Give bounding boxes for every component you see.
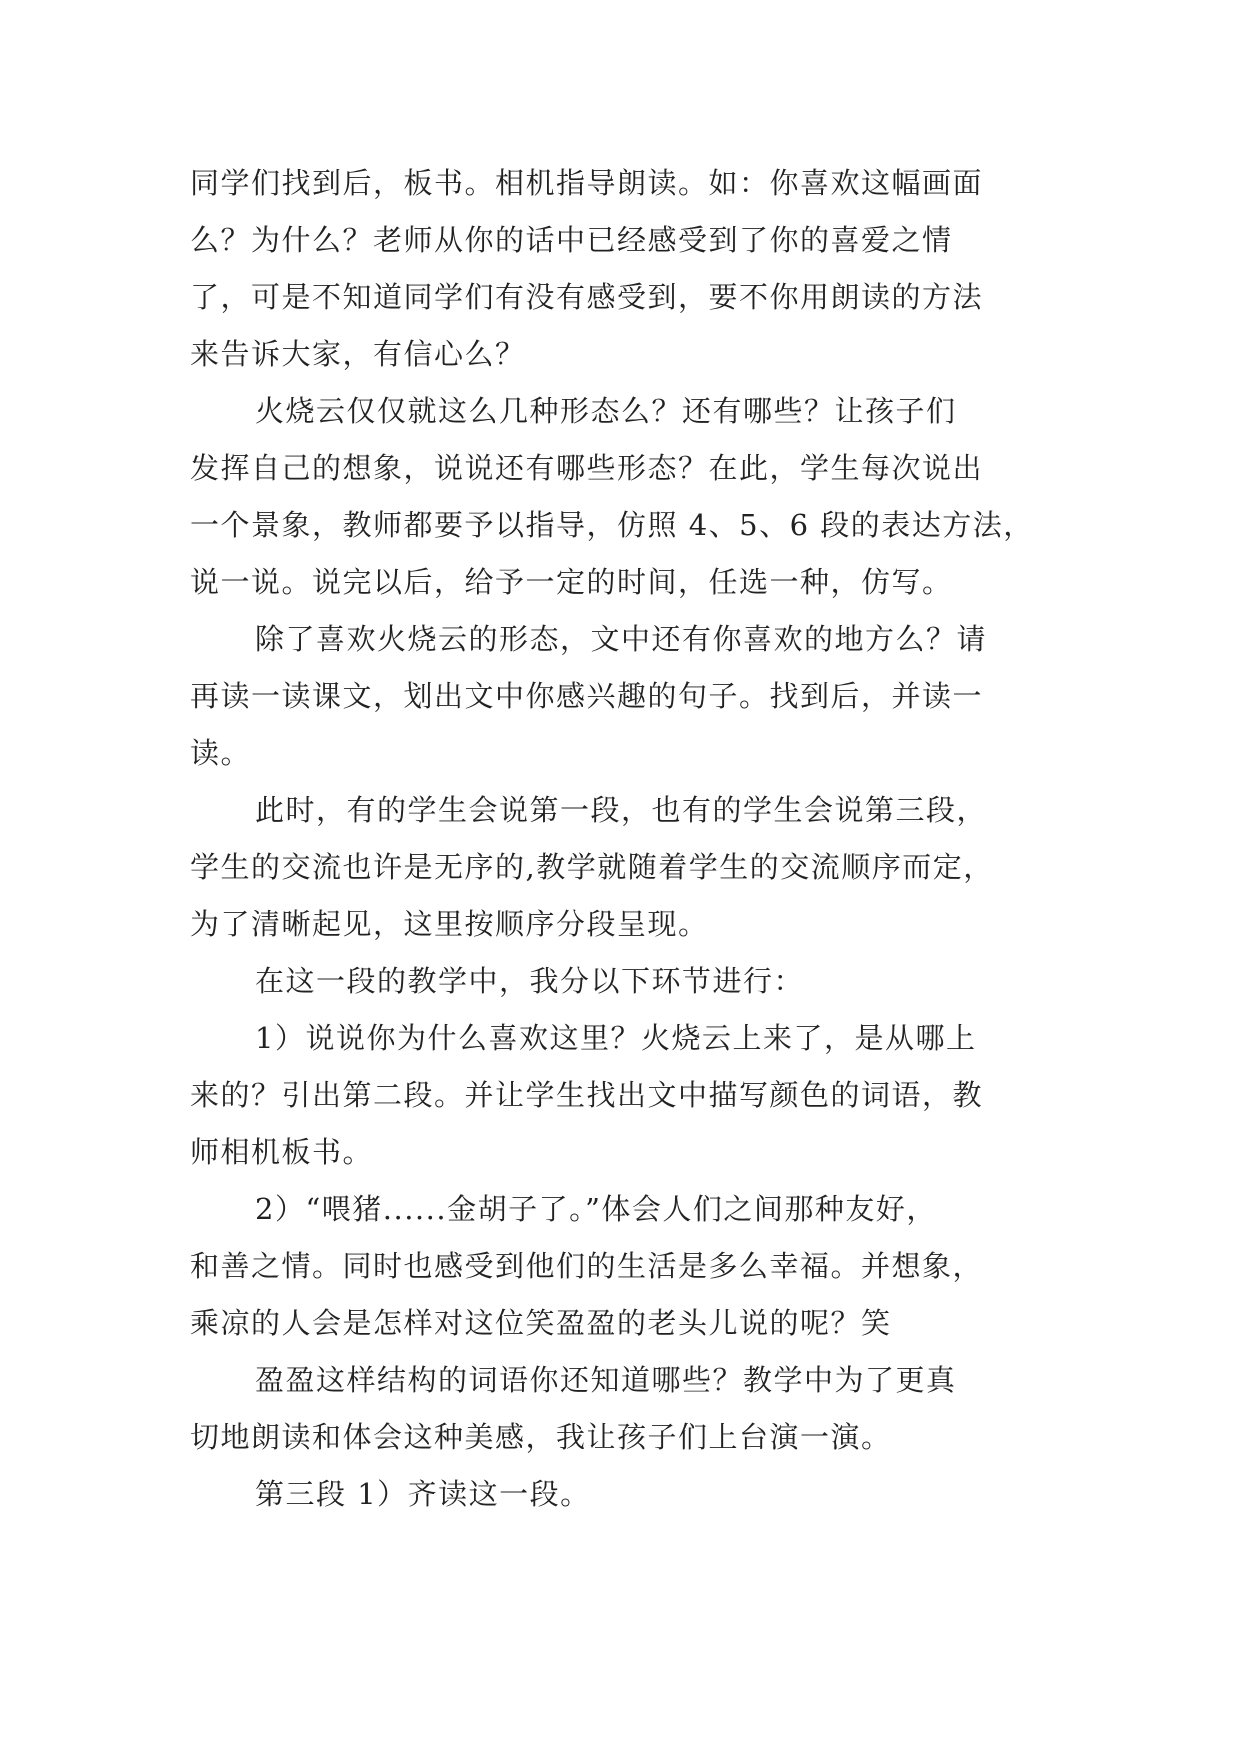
text-line: 了，可是不知道同学们有没有感受到，要不你用朗读的方法 [190,280,984,314]
text-line: 火烧云仅仅就这么几种形态么？还有哪些？让孩子们 [255,394,957,428]
paragraph-7 [190,1181,1052,1352]
text-line: 来的？引出第二段。并让学生找出文中描写颜色的词语，教 [190,1078,984,1112]
text-line: 乘凉的人会是怎样对这位笑盈盈的老头儿说的呢？笑 [190,1306,892,1340]
text-line: 来告诉大家，有信心么？ [190,337,526,371]
paragraph-2 [190,383,1052,611]
document-body [190,155,1052,1523]
text-line: 说一说。说完以后，给予一定的时间，任选一种，仿写。 [190,565,953,599]
text-line: 切地朗读和体会这种美感，我让孩子们上台演一演。 [190,1420,892,1454]
paragraph-8 [190,1352,1052,1466]
text-line: 读。 [190,736,252,770]
text-line: 发挥自己的想象，说说还有哪些形态？在此，学生每次说出 [190,451,984,485]
paragraph-9 [190,1466,1052,1523]
text-line: 2）“喂猪......金胡子了。”体会人们之间那种友好， [255,1192,937,1226]
paragraph-1 [190,155,1052,383]
paragraph-6 [190,1010,1052,1181]
text-line: 么？为什么？老师从你的话中已经感受到了你的喜爱之情 [190,223,953,257]
text-line: 同学们找到后，板书。相机指导朗读。如：你喜欢这幅画面 [190,166,984,200]
text-line: 除了喜欢火烧云的形态，文中还有你喜欢的地方么？请 [255,622,988,656]
text-line: 在这一段的教学中，我分以下环节进行： [255,964,805,998]
text-line: 1）说说你为什么喜欢这里？火烧云上来了，是从哪上 [255,1021,977,1055]
text-line: 盈盈这样结构的词语你还知道哪些？教学中为了更真 [255,1363,957,1397]
paragraph-5 [190,953,1052,1010]
paragraph-4 [190,782,1052,953]
text-line: 为了清晰起见，这里按顺序分段呈现。 [190,907,709,941]
text-line: 一个景象，教师都要予以指导，仿照 4、5、6 段的表达方法， [190,508,1034,542]
text-line: 第三段 1）齐读这一段。 [255,1477,591,1511]
text-line: 学生的交流也许是无序的,教学就随着学生的交流顺序而定， [190,850,994,884]
text-line: 和善之情。同时也感受到他们的生活是多么幸福。并想象， [190,1249,984,1283]
text-line: 再读一读课文，划出文中你感兴趣的句子。找到后，并读一 [190,679,984,713]
text-line: 此时，有的学生会说第一段，也有的学生会说第三段， [255,793,988,827]
paragraph-3 [190,611,1052,782]
text-line: 师相机板书。 [190,1135,374,1169]
